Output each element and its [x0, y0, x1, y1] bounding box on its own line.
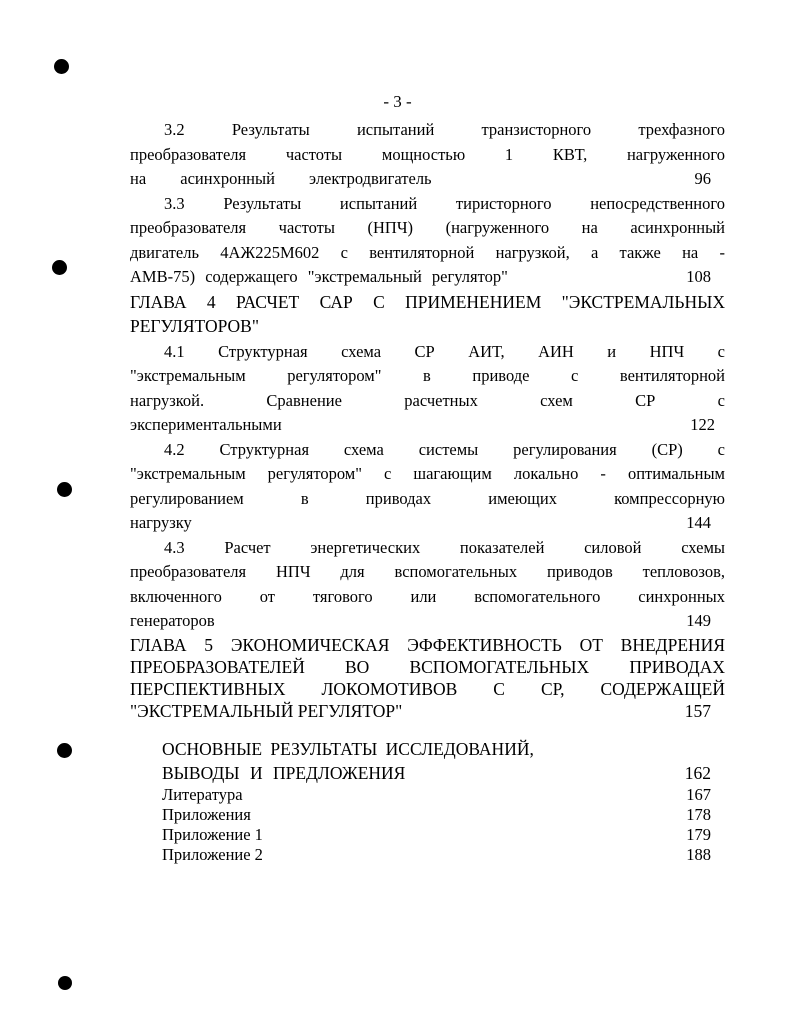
toc-line: преобразователя НПЧ для вспомогательных приводов тепловозов, [130, 562, 725, 581]
toc-last-line [130, 265, 725, 290]
toc-last-line [130, 511, 725, 536]
summary-section [162, 737, 711, 865]
toc-line: включенного от тягового или вспомогательного синхронных [130, 586, 725, 606]
toc-entry-4-2 [130, 438, 725, 536]
toc-entry-text: РЕГУЛЯТОРОВ" [130, 315, 259, 336]
toc-page-number: 96 [694, 169, 711, 188]
binder-hole-mark [57, 743, 72, 758]
binder-hole-mark [54, 59, 69, 74]
toc-page-number: 167 [686, 785, 711, 804]
toc-page-number: 122 [690, 415, 715, 434]
toc-entry-text: на асинхронный электродвигатель [130, 169, 432, 188]
toc-page-number: 108 [686, 267, 711, 286]
toc-line: двигатель 4АЖ225М602 с вентиляторной нагрузкой, а также на - [130, 242, 725, 262]
toc-line: ПЕРСПЕКТИВНЫХ ЛОКОМОТИВОВ С СР, СОДЕРЖАЩЕЙ [130, 678, 725, 699]
toc-page-number: 144 [686, 513, 711, 532]
binder-hole-mark [57, 482, 72, 497]
toc-entry-4-1 [130, 340, 725, 438]
toc-chapter-5 [130, 634, 725, 722]
toc-line: преобразователя частоты (НПЧ) (нагруженного на асинхронный [130, 218, 725, 237]
toc-line: преобразователя частоты мощностью 1 КВТ, нагруженного [130, 144, 725, 164]
summary-item [162, 805, 711, 825]
summary-item [162, 785, 711, 805]
toc-line: 4.2 Структурная схема системы регулирования (СР) с [164, 439, 725, 459]
summary-item-label: Приложение 1 [162, 825, 263, 844]
toc-last-line [130, 413, 725, 438]
toc-entry-text: нагрузку [130, 513, 192, 532]
summary-item [162, 845, 711, 865]
toc-entry-text: "ЭКСТРЕМАЛЬНЫЙ РЕГУЛЯТОР" [130, 700, 403, 721]
table-of-contents [130, 118, 725, 722]
toc-last-line [130, 609, 725, 634]
toc-line: регулированием в приводах имеющих компрессорную [130, 488, 725, 508]
toc-page-number: 179 [686, 825, 711, 844]
toc-line: ГЛАВА 5 ЭКОНОМИЧЕСКАЯ ЭФФЕКТИВНОСТЬ ОТ ВНЕДРЕНИЯ [130, 634, 725, 655]
toc-page-number: 157 [684, 700, 711, 721]
page-number: - 3 - [383, 92, 412, 111]
toc-entry-3-3 [130, 192, 725, 290]
toc-line: 4.1 Структурная схема СР АИТ, АИН и НПЧ с [164, 341, 725, 361]
toc-line: ГЛАВА 4 РАСЧЕТ САР С ПРИМЕНЕНИЕМ "ЭКСТРЕМАЛЬНЫХ [130, 291, 725, 312]
summary-item [162, 825, 711, 845]
toc-entry-3-2 [130, 118, 725, 192]
toc-line: "экстремальным регулятором" с шагающим локально - оптимальным [130, 464, 725, 483]
toc-last-line [130, 700, 725, 722]
binder-hole-mark [52, 260, 67, 275]
toc-entry-4-3 [130, 536, 725, 634]
toc-entry-text: генераторов [130, 611, 215, 630]
toc-page-number: 178 [686, 805, 711, 824]
toc-last-line [130, 314, 725, 338]
binder-hole-mark [58, 976, 72, 990]
toc-line: "экстремальным регулятором" в приводе с вентиляторной [130, 366, 725, 385]
toc-entry-text: экспериментальными [130, 415, 282, 434]
summary-item-label: Литература [162, 785, 243, 804]
toc-line: 4.3 Расчет энергетических показателей силовой схемы [164, 537, 725, 557]
summary-heading-line1: ОСНОВНЫЕ РЕЗУЛЬТАТЫ ИССЛЕДОВАНИЙ, [162, 739, 534, 759]
toc-page-number: 162 [684, 763, 711, 783]
summary-heading-row [162, 761, 711, 785]
toc-entry-text: АМВ-75) содержащего "экстремальный регулятор" [130, 267, 508, 286]
toc-page-number: 149 [686, 611, 711, 630]
toc-line: 3.2 Результаты испытаний транзисторного трехфазного [164, 120, 725, 139]
toc-page-number: 188 [686, 845, 711, 864]
toc-line: ПРЕОБРАЗОВАТЕЛЕЙ ВО ВСПОМОГАТЕЛЬНЫХ ПРИВОДАХ [130, 656, 725, 677]
toc-chapter-4 [130, 290, 725, 338]
toc-line: 3.3 Результаты испытаний тиристорного непосредственного [164, 193, 725, 213]
summary-item-label: Приложение 2 [162, 845, 263, 864]
summary-heading-line2: ВЫВОДЫ И ПРЕДЛОЖЕНИЯ [162, 763, 406, 783]
summary-item-label: Приложения [162, 805, 251, 824]
toc-line: нагрузкой. Сравнение расчетных схем СР с [130, 390, 725, 410]
toc-last-line [130, 167, 725, 192]
